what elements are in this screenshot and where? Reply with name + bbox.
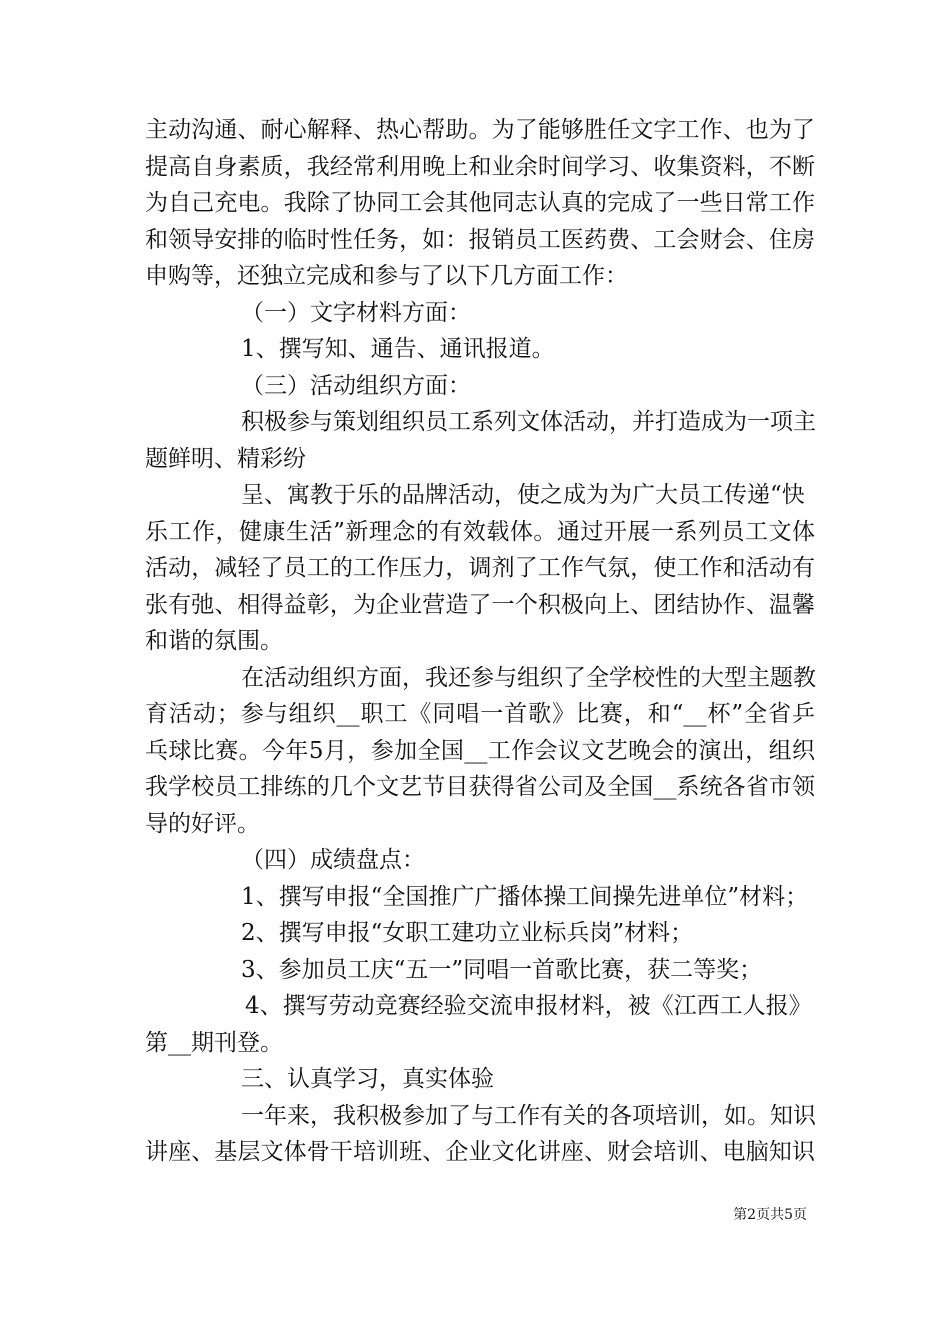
text-line: 一年来，我积极参加了与工作有关的各项培训，如。知识	[241, 1102, 816, 1129]
list-item: 3、参加员工庆“五一”同唱一首歌比赛，获二等奖；	[241, 956, 763, 983]
text-line: 第__期刊登。	[145, 1029, 283, 1056]
text-line: 题鲜明、精彩纷	[145, 445, 306, 472]
text-line: 主动沟通、耐心解释、热心帮助。为了能够胜任文字工作、也为了	[145, 117, 815, 143]
section-heading: （一）文字材料方面：	[241, 299, 471, 326]
list-item: 4、撰写劳动竞赛经验交流申报材料，被《江西工人报》	[245, 993, 812, 1019]
list-item: 1、撰写申报“全国推广广播体操工间操先进单位”材料；	[241, 883, 809, 910]
body-text	[145, 112, 815, 1171]
text-line: 在活动组织方面，我还参与组织了全学校性的大型主题教	[241, 664, 816, 691]
text-line: 导的好评。	[145, 810, 260, 837]
text-line: 活动，减轻了员工的工作压力，调剂了工作气氛，使工作和活动有	[145, 555, 815, 581]
text-line: 乓球比赛。今年5月，参加全国__工作会议文艺晚会的演出，组织	[145, 737, 815, 764]
text-line: 积极参与策划组织员工系列文体活动，并打造成为一项主	[241, 409, 816, 435]
section-heading: （四）成绩盘点：	[241, 847, 425, 873]
list-item: 1、撰写知、通告、通讯报道。	[241, 336, 555, 362]
text-line: 张有弛、相得益彰，为企业营造了一个积极向上、团结协作、温馨	[145, 591, 815, 618]
page-number: 第2页共5页	[733, 1207, 807, 1223]
text-line: 我学校员工排练的几个文艺节目获得省公司及全国__系统各省市领	[145, 774, 815, 800]
text-line: 讲座、基层文体骨干培训班、企业文化讲座、财会培训、电脑知识	[145, 1139, 815, 1165]
text-line: 申购等，还独立完成和参与了以下几方面工作：	[145, 263, 628, 289]
text-line: 呈、寓教于乐的品牌活动，使之成为为广大员工传递“快	[241, 482, 805, 508]
list-item: 2、撰写申报“女职工建功立业标兵岗”材料；	[241, 920, 694, 946]
text-line: 乐工作，健康生活”新理念的有效载体。通过开展一系列员工文体	[145, 518, 815, 545]
section-heading: 三、认真学习，真实体验	[241, 1066, 494, 1092]
text-line: 和领导安排的临时性任务，如：报销员工医药费、工会财会、住房	[145, 226, 815, 253]
text-line: 提高自身素质，我经常利用晚上和业余时间学习、收集资料，不断	[145, 153, 815, 180]
text-line: 育活动；参与组织__职工《同唱一首歌》比赛，和“__杯”全省乒	[145, 701, 815, 727]
text-line: 为自己充电。我除了协同工会其他同志认真的完成了一些日常工作	[145, 190, 815, 216]
text-line: 和谐的氛围。	[145, 628, 283, 654]
section-heading: （三）活动组织方面：	[241, 372, 471, 399]
